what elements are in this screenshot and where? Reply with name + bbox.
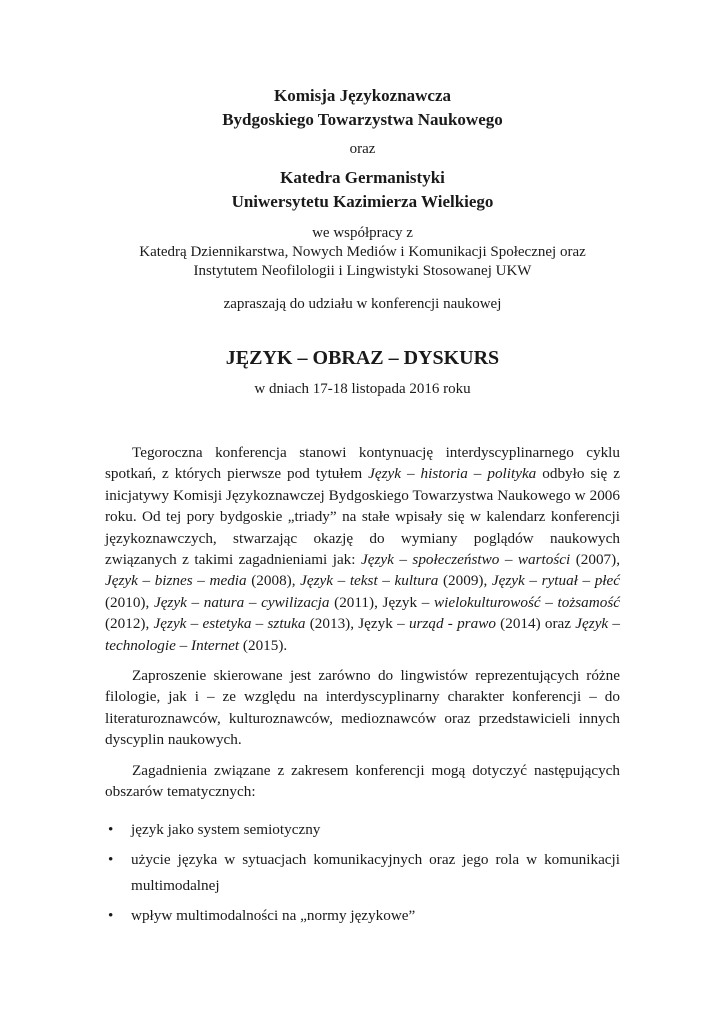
list-item (105, 847, 620, 899)
intro-series-title: Język – estetyka – sztuka (153, 615, 306, 633)
bullet-icon: • (108, 906, 114, 924)
conference-title: JĘZYK – OBRAZ – DYSKURS (225, 347, 500, 369)
organizer-1-line-2: Bydgoskiego Towarzystwa Naukowego (222, 110, 503, 129)
organizer-2-line-2: Uniwersytetu Kazimierza Wielkiego (231, 192, 494, 211)
intro-text: (2011), Język – (329, 593, 435, 611)
body-text (105, 442, 620, 803)
cooperation-block (105, 224, 620, 281)
topics-list (105, 817, 620, 929)
intro-text: (2012), (105, 615, 154, 633)
intro-series-title: Język – społeczeństwo – wartości (360, 551, 571, 569)
intro-series-title: Język – tekst – kultura (300, 572, 439, 590)
intro-text: (2008), (246, 572, 301, 590)
paragraph-topics-intro: Zagadnienia związane z zakresem konferencji mogą dotyczyć następujących obszarów tematycznych: (105, 761, 620, 801)
list-item (105, 817, 620, 843)
topic-text: wpływ multimodalności na „normy językowe” (131, 906, 416, 924)
bullet-icon: • (108, 850, 114, 868)
paragraph-intro (105, 442, 620, 656)
intro-series-title: Język – natura – cywilizacja (153, 593, 330, 611)
intro-text: (2007), (570, 551, 620, 569)
organizer-2 (105, 166, 620, 214)
intro-text: (2010), (105, 593, 154, 611)
topic-text: użycie języka w sytuacjach komunikacyjnych oraz jego rola w komunikacji multimodalnej (131, 850, 620, 894)
cooperation-line-3: Instytutem Neofilologii i Lingwistyki Stosowanej UKW (193, 263, 532, 279)
topic-text: język jako system semiotyczny (131, 820, 321, 838)
organizer-2-line-1: Katedra Germanistyki (280, 168, 445, 187)
cooperation-line-1: we współpracy z (312, 225, 413, 241)
intro-text: (2015). (239, 636, 288, 654)
bullet-icon: • (108, 820, 114, 838)
organizer-1-line-1: Komisja Językoznawcza (273, 86, 452, 105)
intro-series-title: Język – rytuał – płeć (491, 572, 621, 590)
intro-series-title: wielokulturowość – tożsamość (434, 593, 620, 611)
intro-series-title: Język – technologie – Internet (105, 615, 621, 654)
intro-series-title: urząd - prawo (408, 615, 496, 633)
intro-text: (2009), (438, 572, 492, 590)
intro-text: odbyło się z inicjatywy Komisji Językoznawczej Bydgoskiego Towarzystwa Naukowego w 2006 roku. Od tej pory bydgoskie „triady” na stałe wpisały się w kalendarz konferencji językoznawczych, stwarzając okazję do wymiany poglądów naukowych związanych z takimi zagadnieniami jak: (105, 465, 620, 569)
intro-series-title: Język – biznes – media (105, 572, 247, 590)
intro-series-title: Język – historia – polityka (368, 465, 537, 483)
cooperation-line-2: Katedrą Dziennikarstwa, Nowych Mediów i Komunikacji Społecznej oraz (139, 244, 586, 260)
intro-text: (2013), Język – (305, 615, 409, 633)
intro-text: Tegoroczna konferencja stanowi kontynuację interdyscyplinarnego cyklu spotkań, z których pierwsze pod tytułem (105, 444, 620, 483)
list-item (105, 903, 620, 929)
invitation-line: zapraszają do udziału w konferencji naukowej (223, 296, 502, 312)
paragraph-invitation: Zaproszenie skierowane jest zarówno do lingwistów reprezentujących różne filologie, jak i – ze względu na interdyscyplinarny charakter konferencji – do literaturoznawców, kulturoznawców, medioznawców oraz przedstawicieli innych dyscyplin naukowych. (105, 667, 620, 749)
conference-dates: w dniach 17-18 listopada 2016 roku (254, 381, 471, 397)
intro-text: (2014) oraz (495, 615, 576, 633)
conjunction: oraz (349, 141, 376, 157)
organizer-1 (105, 0, 620, 132)
